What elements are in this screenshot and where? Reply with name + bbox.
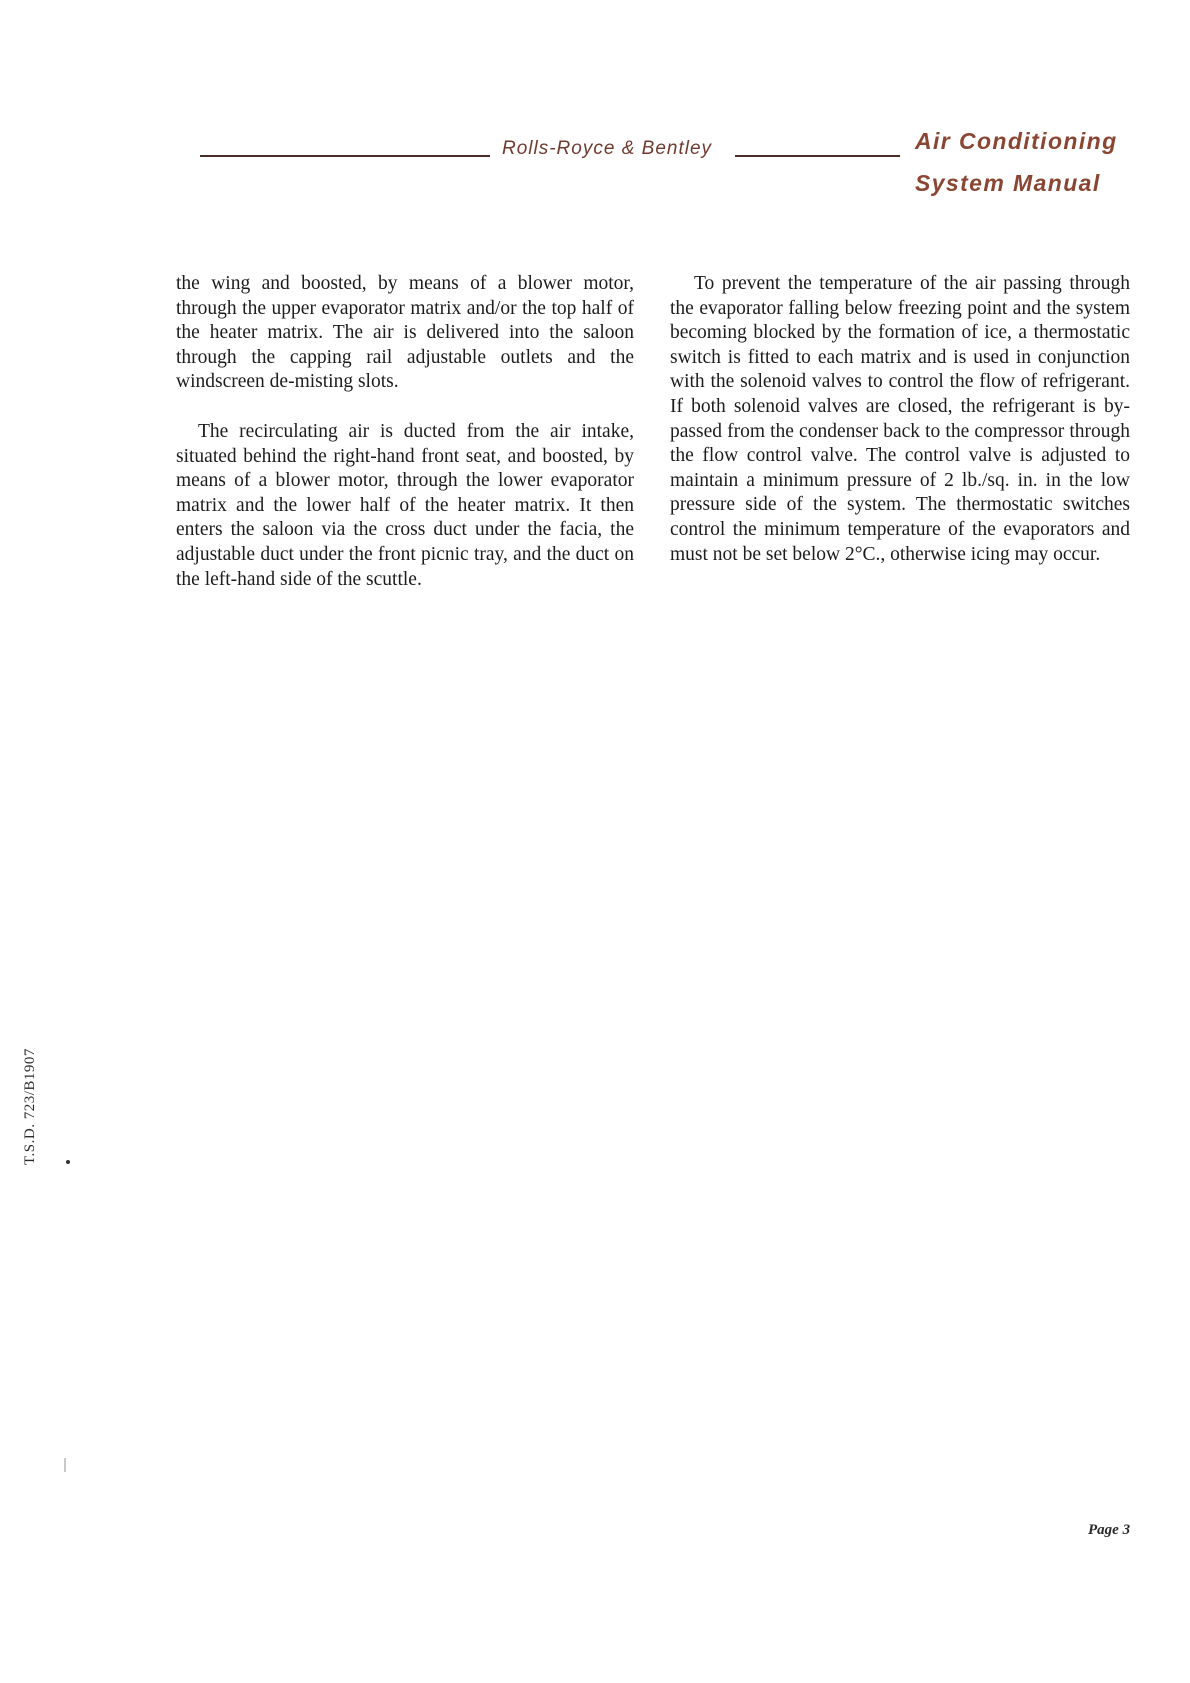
brand-name: Rolls-Royce & Bentley bbox=[502, 138, 713, 159]
page-number: Page 3 bbox=[1088, 1522, 1131, 1538]
left-paragraph-2: The recirculating air is ducted from the air intake, situated behind the right-hand front seat, and boosted, by means of a blower motor, through the lower evaporator matrix and the lower half of the heater matrix. It then enters the saloon via the cross duct under the facia, the adjustable duct under the front picnic tray, and the duct on the left-hand side of the scuttle. bbox=[176, 420, 634, 590]
header-rule-left bbox=[200, 155, 490, 157]
left-paragraph-1: the wing and boosted, by means of a blower motor, through the upper evaporator matrix and/or the top half of the heater matrix. The air is delivered into the saloon through the capping rail adjustable outlets and the windscreen de-misting slots. bbox=[176, 273, 634, 393]
margin-mark bbox=[64, 1458, 66, 1472]
document-reference-code: T.S.D. 723/B1907 bbox=[22, 1048, 38, 1165]
margin-dot bbox=[66, 1160, 70, 1164]
page-header bbox=[0, 0, 1190, 220]
left-column bbox=[176, 272, 634, 592]
manual-title-line2: System Manual bbox=[915, 170, 1101, 196]
manual-title-line1: Air Conditioning bbox=[915, 128, 1118, 154]
right-paragraph-1: To prevent the temperature of the air passing through the evaporator falling below freezing point and the system becoming blocked by the formation of ice, a thermostatic switch is fitted to each matrix and is used in conjunction with the solenoid valves to control the flow of refrigerant. If both solenoid valves are closed, the refrigerant is by-passed from the condenser back to the compressor through the flow control valve. The control valve is adjusted to maintain a minimum pressure of 2 lb./sq. in. in the low pressure side of the system. The thermostatic switches control the minimum temperature of the evaporators and must not be set below 2°C., otherwise icing may occur. bbox=[670, 273, 1130, 565]
manual-title bbox=[915, 120, 1118, 204]
right-column bbox=[670, 272, 1130, 567]
header-rule-right bbox=[735, 155, 900, 157]
